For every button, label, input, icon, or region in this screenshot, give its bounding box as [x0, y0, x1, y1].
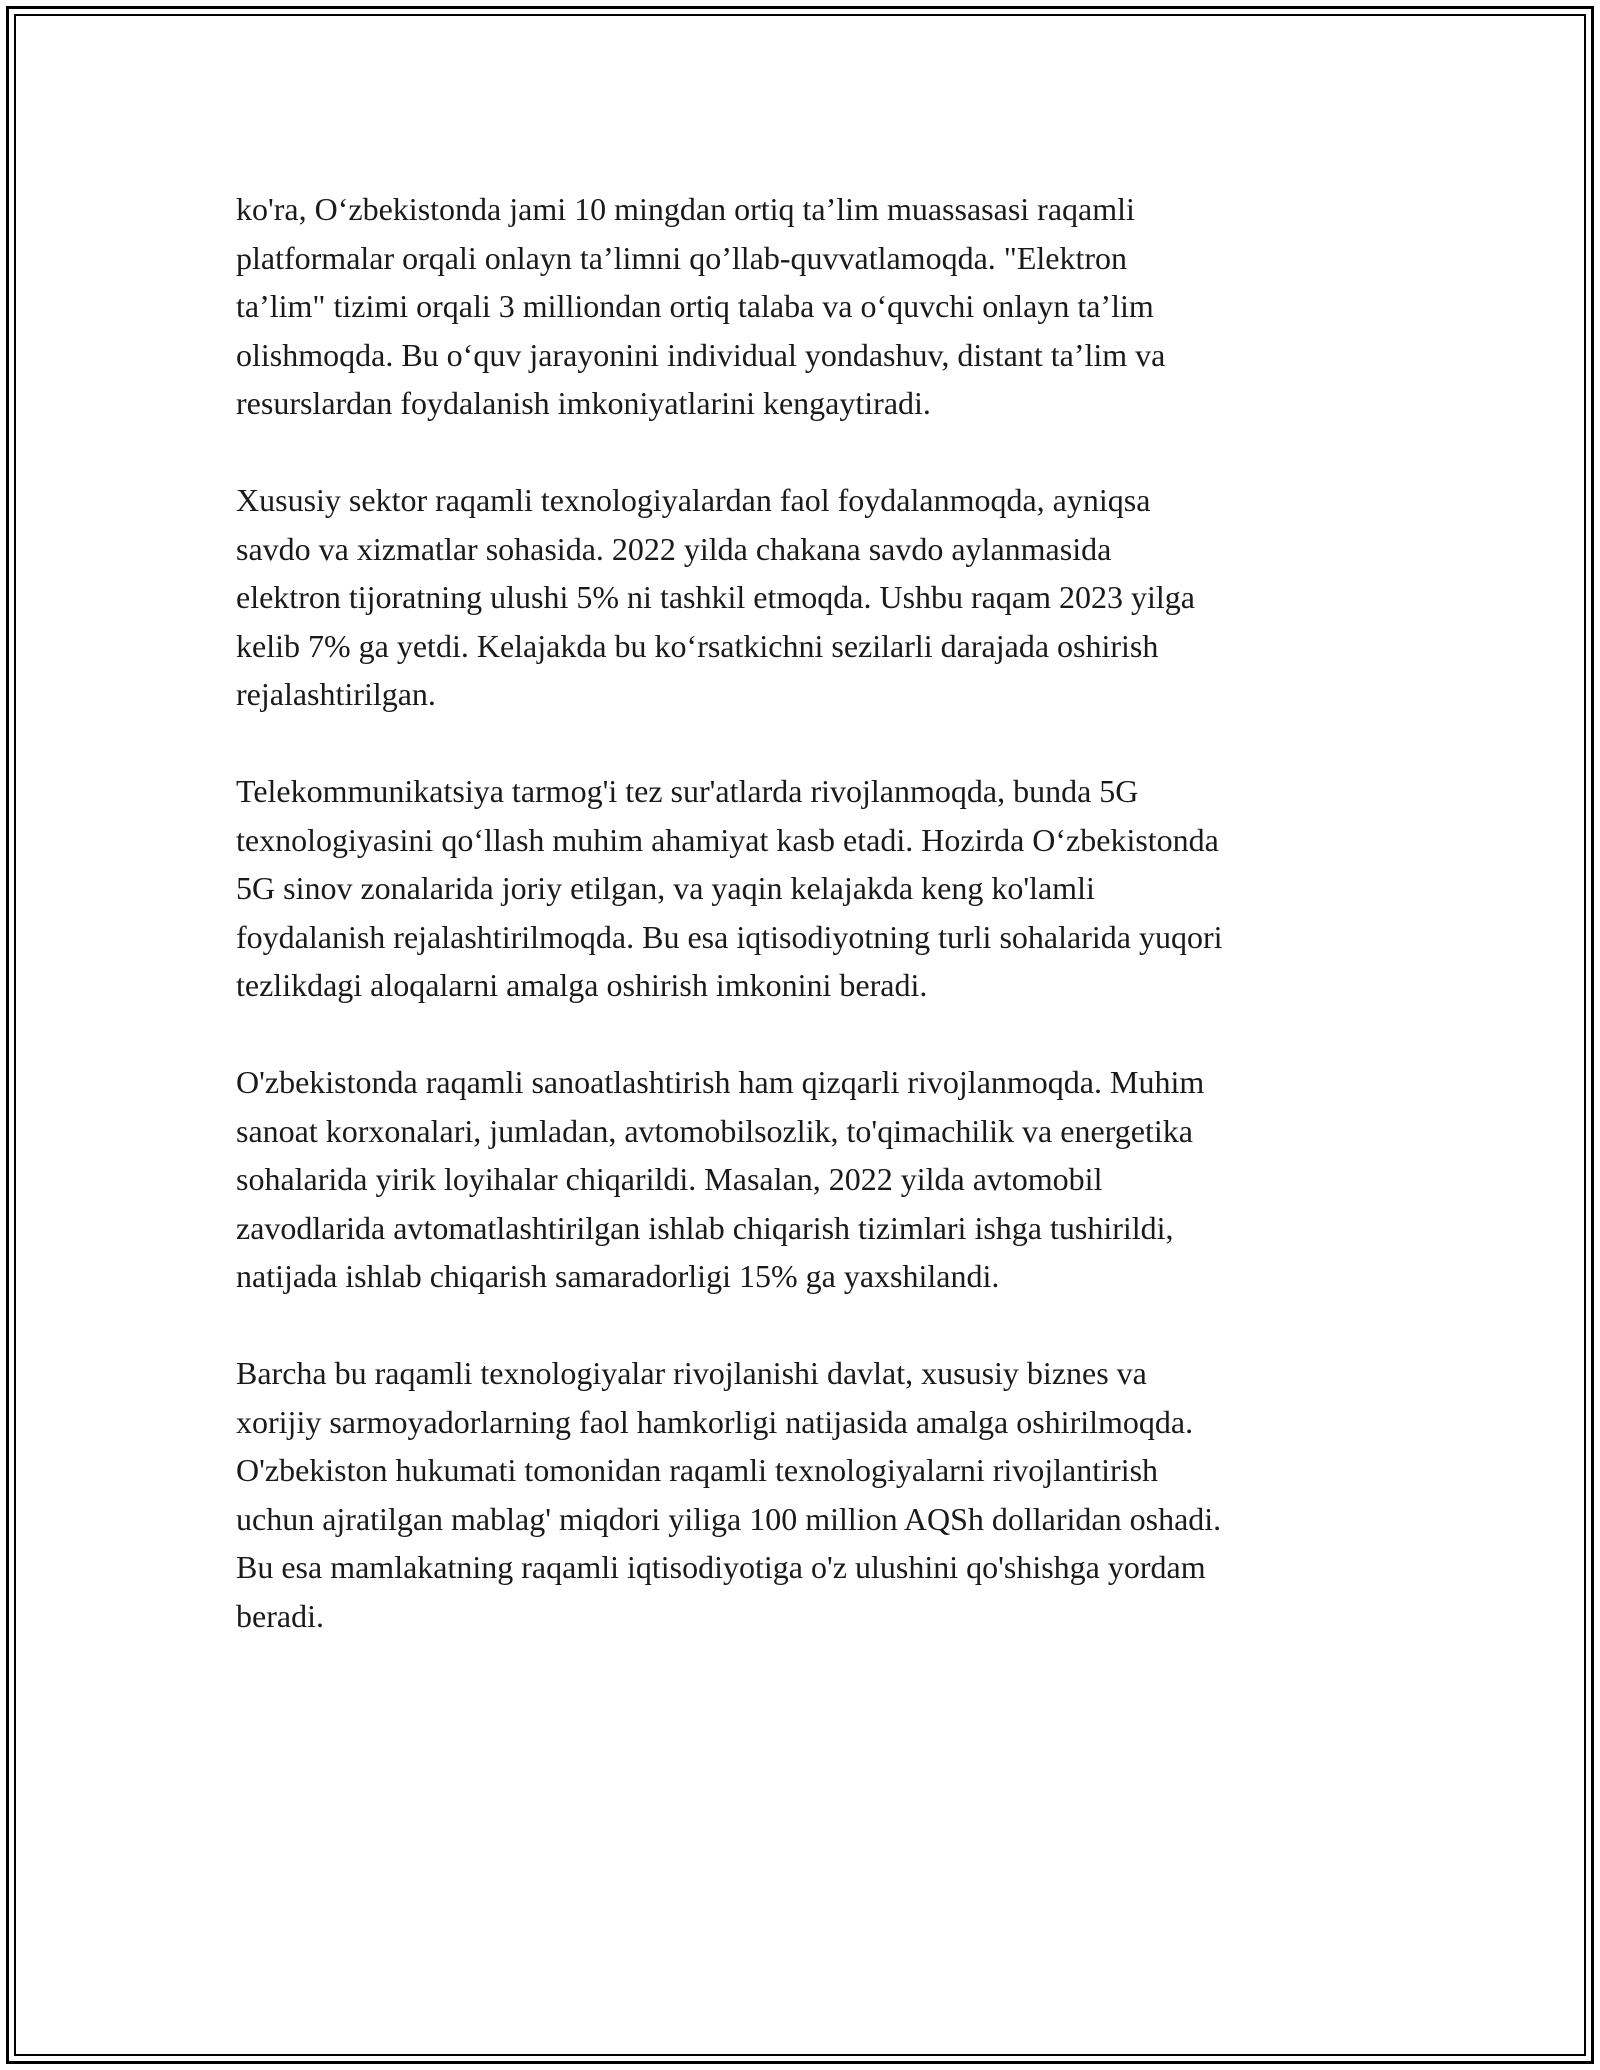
text-line: sohalarida yirik loyihalar chiqarildi. Masalan, 2022 yilda avtomobil [236, 1161, 1103, 1197]
text-line: kelib 7% ga yetdi. Kelajakda bu ko‘rsatkichni sezilarli darajada oshirish [236, 627, 1159, 664]
paragraph-3 [236, 767, 1376, 1010]
text-line: Bu esa mamlakatning raqamli iqtisodiyotiga o'z ulushini qo'shishga yordam [236, 1549, 1206, 1585]
text-line: beradi. [236, 1597, 324, 1634]
text-line: resurslardan foydalanish imkoniyatlarini kengaytiradi. [236, 385, 931, 421]
text-line: elektron tijoratning ulushi 5% ni tashkil etmoqda. Ushbu raqam 2023 yilga [236, 579, 1195, 615]
text-line: Barcha bu raqamli texnologiyalar rivojlanishi davlat, xususiy biznes va [236, 1355, 1147, 1391]
text-line: texnologiyasini qo‘llash muhim ahamiyat kasb etadi. Hozirda O‘zbekistonda [236, 821, 1219, 858]
text-line: O'zbekiston hukumati tomonidan raqamli texnologiyalarni rivojlantirish [236, 1452, 1159, 1488]
text-line: O'zbekistonda raqamli sanoatlashtirish ham qizqarli rivojlanmoqda. Muhim [236, 1064, 1205, 1100]
paragraph-4 [236, 1058, 1376, 1301]
paragraph-2 [236, 476, 1376, 719]
document-body [236, 185, 1376, 1689]
text-line: uchun ajratilgan mablag' miqdori yiliga 100 million AQSh dollaridan oshadi. [236, 1500, 1222, 1537]
text-line: olishmoqda. Bu o‘quv jarayonini individual yondashuv, distant ta’lim va [236, 336, 1166, 373]
text-line: Xususiy sektor raqamli texnologiyalardan faol foydalanmoqda, ayniqsa [236, 482, 1151, 518]
text-line: foydalanish rejalashtirilmoqda. Bu esa iqtisodiyotning turli sohalarida yuqori [236, 918, 1223, 955]
text-line: natijada ishlab chiqarish samaradorligi 15% ga yaxshilandi. [236, 1258, 1000, 1294]
paragraph-5 [236, 1349, 1376, 1640]
text-line: Telekommunikatsiya tarmog'i tez sur'atlarda rivojlanmoqda, bunda 5G [236, 773, 1139, 809]
text-line: ko'ra, O‘zbekistonda jami 10 mingdan ortiq ta’lim muassasasi raqamli [236, 191, 1135, 227]
text-line: tezlikdagi aloqalarni amalga oshirish imkonini beradi. [236, 967, 928, 1003]
paragraph-1 [236, 185, 1376, 428]
text-line: savdo va xizmatlar sohasida. 2022 yilda chakana savdo aylanmasida [236, 530, 1112, 567]
text-line: zavodlarida avtomatlashtirilgan ishlab chiqarish tizimlari ishga tushirildi, [236, 1209, 1174, 1246]
text-line: 5G sinov zonalarida joriy etilgan, va yaqin kelajakda keng ko'lamli [236, 870, 1095, 906]
text-line: platformalar orqali onlayn ta’limni qo’llab-quvvatlamoqda. "Elektron [236, 239, 1128, 276]
text-line: xorijiy sarmoyadorlarning faol hamkorligi natijasida amalga oshirilmoqda. [236, 1403, 1194, 1440]
text-line: sanoat korxonalari, jumladan, avtomobilsozlik, to'qimachilik va energetika [236, 1112, 1193, 1149]
text-line: ta’lim" tizimi orqali 3 milliondan ortiq talaba va o‘quvchi onlayn ta’lim [236, 288, 1154, 324]
text-line: rejalashtirilgan. [236, 676, 436, 712]
